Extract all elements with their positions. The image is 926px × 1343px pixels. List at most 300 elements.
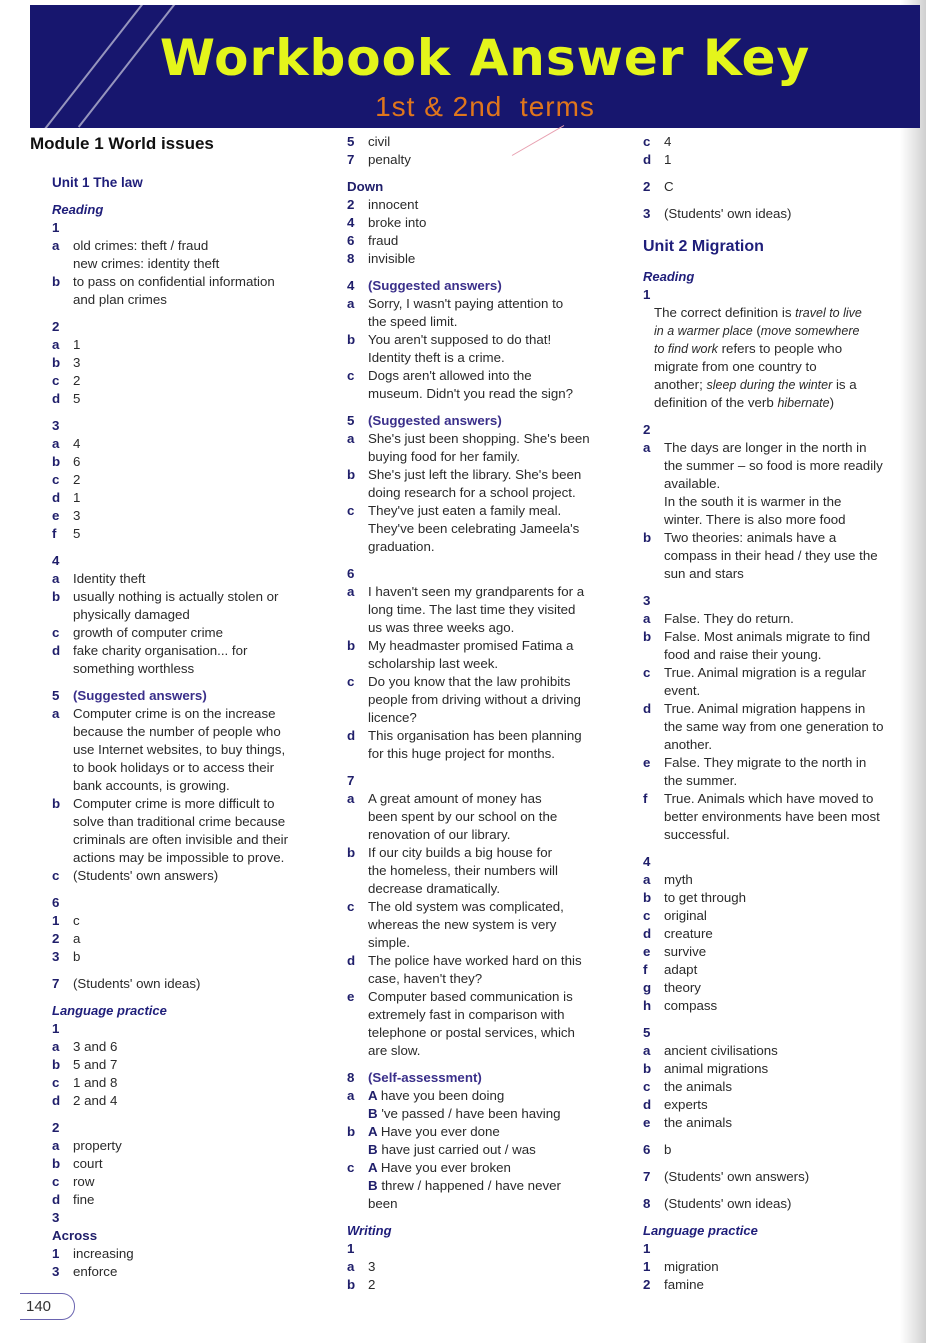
answer-item [347,1042,617,1060]
answer-item [643,808,903,826]
column-right [643,133,903,1303]
answer-text: 1 [73,337,81,352]
answer-text: c [73,913,80,928]
answer-text [368,1124,500,1139]
answer-text: penalty [368,152,411,167]
answer-label: a [643,872,651,887]
answer-text: successful. [664,827,730,842]
answer-text: 5 [73,526,81,541]
exercise-number: 6 [347,566,355,581]
answer-item [52,930,330,948]
answer-label: c [347,368,355,383]
exercise-group [347,277,617,403]
answer-label: c [643,1079,651,1094]
answer-label: d [347,728,356,743]
answer-label: a [347,791,355,806]
answer-item [643,682,903,700]
answer-text: winter. There is also more food [664,512,846,527]
answer-text: They've just eaten a family meal. [368,503,562,518]
answer-item [643,529,903,547]
answer-label: h [643,998,652,1013]
answer-item [52,489,330,507]
answer-text: They've been celebrating Jameela's [368,521,580,536]
answer-item [52,1137,330,1155]
answer-text: Computer crime is more difficult to [73,796,275,811]
exercise-group [643,1168,903,1186]
answer-text: 5 [73,391,81,406]
answer-text: museum. Didn't you read the sign? [368,386,574,401]
answer-item [347,484,617,502]
exercise-group [347,1222,617,1294]
exercise-group [643,133,903,169]
answer-item [643,565,903,583]
text-segment: Have you ever done [380,1124,500,1139]
answer-item [347,970,617,988]
answer-text: survive [664,944,707,959]
answer-text: enforce [73,1264,118,1279]
exercise-group [643,178,903,196]
answer-label: b [347,1124,356,1139]
answer-item [643,961,903,979]
answer-text [368,1142,536,1157]
answer-label: e [643,944,651,959]
answer-label: a [52,1039,60,1054]
answer-text: (Students' own ideas) [664,1196,792,1211]
answer-item [52,912,330,930]
answer-item [347,808,617,826]
answer-label: b [52,274,61,289]
answer-item [52,1056,330,1074]
answer-text: True. Animal migration happens in [664,701,866,716]
answer-item [347,331,617,349]
answer-item [643,925,903,943]
answer-text: 3 [73,355,81,370]
exercise-group [643,853,903,1015]
answer-text: adapt [664,962,698,977]
answer-text: new crimes: identity theft [73,256,220,271]
exercise-group [643,205,903,223]
answer-text: doing research for a school project. [368,485,576,500]
answer-label: c [52,472,60,487]
italic-term: sleep during the winter [706,378,833,392]
answer-item [52,453,330,471]
answer-text: the summer – so food is more readily [664,458,883,473]
answer-item [643,628,903,646]
answer-item [347,196,617,214]
answer-item [347,538,617,556]
answer-item [52,849,330,867]
exercise-number: 7 [347,773,355,788]
header-banner [30,5,920,128]
answer-item [52,336,330,354]
answer-text: False. They migrate to the north in [664,755,867,770]
module-heading: Module 1 World issues [30,134,214,153]
answer-item [347,880,617,898]
answer-item [347,583,617,601]
answer-text: My headmaster promised Fatima a [368,638,574,653]
answer-item [347,385,617,403]
answer-label: e [347,989,355,1004]
answer-item [52,813,330,831]
page-number: 140 [20,1293,75,1320]
answer-text: long time. The last time they visited [368,602,576,617]
answer-text: You aren't supposed to do that! [368,332,552,347]
answer-label: d [347,953,356,968]
answer-text [368,1106,561,1121]
answer-text: simple. [368,935,411,950]
answer-label: 1 [52,913,60,928]
answer-label: b [52,1057,61,1072]
answer-text: physically damaged [73,607,190,622]
answer-text: A great amount of money has [368,791,542,806]
answer-text: 3 [368,1259,376,1274]
answer-item [52,1038,330,1056]
answer-text: the animals [664,1115,732,1130]
answer-item [52,507,330,525]
answer-text: This organisation has been planning [368,728,582,743]
answer-label: c [347,1160,355,1175]
text-segment: Have you ever broken [380,1160,511,1175]
answer-text: 2 [368,1277,376,1292]
answer-label: 7 [52,976,60,991]
exercise-number: 2 [643,422,651,437]
answer-text: 3 and 6 [73,1039,118,1054]
answer-label: d [643,152,652,167]
answer-label: d [643,926,652,941]
answer-item [347,1195,617,1213]
answer-text: the animals [664,1079,732,1094]
answer-label: 1 [643,1259,651,1274]
answer-text: She's just left the library. She's been [368,467,582,482]
answer-text: False. They do return. [664,611,794,626]
answer-item [643,1168,903,1186]
answer-text: 1 and 8 [73,1075,118,1090]
answer-item [643,772,903,790]
answer-item [643,1195,903,1213]
answer-text: the homeless, their numbers will [368,863,558,878]
exercise-number: 1 [52,220,60,235]
exercise-number: Down [347,179,384,194]
answer-text: She's just been shopping. She's been [368,431,590,446]
answer-label: d [52,391,61,406]
text-segment: The correct definition is [654,305,796,320]
answer-item [52,795,330,813]
answer-label: a [52,706,60,721]
answer-text: available. [664,476,721,491]
answer-label: 7 [643,1169,651,1184]
answer-text: usually nothing is actually stolen or [73,589,279,604]
answer-label: a [52,571,60,586]
answer-label: d [52,643,61,658]
answer-text: b [664,1142,672,1157]
answer-item [52,705,330,723]
exercise-number: 3 [643,593,651,608]
exercise-group [30,174,330,192]
answer-text: 5 and 7 [73,1057,118,1072]
answer-text: to get through [664,890,747,905]
answer-item [347,349,617,367]
exercise-number: Across [52,1228,98,1243]
answer-text: increasing [73,1246,134,1261]
answer-label: c [347,899,355,914]
answer-text: migrate from one country to [654,359,817,374]
exercise-note: (Suggested answers) [368,413,502,428]
answer-item [643,790,903,808]
answer-item [643,1042,903,1060]
unit-heading: Unit 2 Migration [643,238,764,255]
answer-item [52,975,330,993]
answer-label: b [52,454,61,469]
answer-item [347,430,617,448]
exercise-number: 1 [643,287,651,302]
answer-item [347,826,617,844]
answer-label: 8 [347,1070,355,1085]
answer-text: fine [73,1192,95,1207]
answer-label: b [643,890,652,905]
answer-text: been spent by our school on the [368,809,558,824]
answer-label: f [643,791,648,806]
answer-text [643,340,903,358]
answer-item [643,1114,903,1132]
answer-text: the summer. [664,773,738,788]
answer-item [347,232,617,250]
answer-label: e [643,1115,651,1130]
answer-text: buying food for her family. [368,449,521,464]
answer-item [643,979,903,997]
answer-item [643,493,903,511]
answer-item [643,178,903,196]
answer-label: a [347,296,355,311]
exercise-group [643,1141,903,1159]
exercise-group [30,417,330,543]
answer-text [643,394,903,412]
answer-text: bank accounts, is growing. [73,778,230,793]
answer-item [347,709,617,727]
answer-label: b [643,1061,652,1076]
answer-label: c [52,373,60,388]
answer-item [52,1074,330,1092]
section-heading: Writing [347,1223,392,1238]
answer-text: decrease dramatically. [368,881,501,896]
answer-label: 2 [347,197,355,212]
answer-text: case, haven't they? [368,971,483,986]
answer-item [347,1141,617,1159]
answer-item [347,862,617,880]
answer-text: (Students' own ideas) [664,206,792,221]
answer-text: 4 [664,134,672,149]
answer-label: d [643,701,652,716]
answer-text: compass [664,998,718,1013]
answer-label: a [347,1259,355,1274]
answer-item [52,642,330,660]
answer-item [643,457,903,475]
answer-text: whereas the new system is very [368,917,557,932]
answer-item [52,606,330,624]
answer-label: 3 [643,206,651,221]
answer-item [52,867,330,885]
answer-label: b [52,796,61,811]
answer-label: 3 [52,1264,60,1279]
answer-item [643,151,903,169]
answer-item [52,291,330,309]
answer-item [643,700,903,718]
answer-text: the same way from one generation to [664,719,884,734]
text-segment: ( [752,323,761,338]
answer-label: e [643,755,651,770]
answer-text: broke into [368,215,427,230]
answer-item [347,1006,617,1024]
exercise-number: 6 [52,895,60,910]
answer-item [347,655,617,673]
answer-item [347,637,617,655]
answer-text [643,322,903,340]
answer-text: compass in their head / they use the [664,548,878,563]
answer-label: 2 [643,1277,651,1292]
answer-label: a [52,238,60,253]
answer-label: a [52,337,60,352]
answer-item [347,952,617,970]
answer-text: something worthless [73,661,195,676]
answer-text: criminals are often invisible and their [73,832,289,847]
exercise-note: (Suggested answers) [368,278,502,293]
answer-item [347,988,617,1006]
answer-label: b [643,530,652,545]
answer-text: ancient civilisations [664,1043,778,1058]
answer-item [643,889,903,907]
answer-text [368,1088,504,1103]
answer-item [52,372,330,390]
answer-item [643,736,903,754]
answer-item [52,660,330,678]
exercise-group [347,1069,617,1213]
answer-text: been [368,1196,398,1211]
answer-text: to pass on confidential information [73,274,275,289]
answer-label: f [52,526,57,541]
exercise-number: 1 [643,1241,651,1256]
answer-item [643,664,903,682]
answer-item [643,1096,903,1114]
answer-text: another. [664,737,713,752]
answer-text: C [664,179,674,194]
exercise-group [643,1024,903,1132]
answer-item [52,255,330,273]
answer-label: b [643,629,652,644]
answer-text: 2 [73,373,81,388]
answer-text: (Students' own answers) [73,868,219,883]
answer-item [52,723,330,741]
answer-item [52,354,330,372]
answer-text: growth of computer crime [73,625,224,640]
answer-label: d [52,1192,61,1207]
exercise-group [30,1119,330,1281]
text-segment: 've passed / have been having [381,1106,561,1121]
answer-text: renovation of our library. [368,827,511,842]
answer-label: 5 [52,688,60,703]
answer-text: (Students' own ideas) [73,976,201,991]
answer-item [347,1069,617,1087]
answer-text: Sorry, I wasn't paying attention to [368,296,564,311]
answer-item [52,831,330,849]
answer-label: b [52,589,61,604]
answer-item [347,250,617,268]
answer-text: 4 [73,436,81,451]
text-segment: is a [832,377,857,392]
answer-text: Computer based communication is [368,989,573,1004]
answer-text: Identity theft [73,571,146,586]
answer-text: True. Animals which have moved to [664,791,874,806]
exercise-number: 4 [52,553,60,568]
speaker-label: B [368,1106,382,1121]
answer-item [347,1105,617,1123]
answer-label: 2 [52,931,60,946]
exercise-group [30,133,330,155]
answer-item [347,466,617,484]
answer-item [347,151,617,169]
answer-text: innocent [368,197,419,212]
answer-item [52,687,330,705]
answer-item [347,790,617,808]
answer-item [643,133,903,151]
answer-label: c [347,674,355,689]
exercise-number: 4 [643,854,651,869]
answer-text: 6 [73,454,81,469]
answer-text: Dogs aren't allowed into the [368,368,532,383]
speaker-label: A [368,1088,381,1103]
answer-item [643,475,903,493]
answer-label: c [643,134,651,149]
answer-item [643,1258,903,1276]
answer-text: I haven't seen my grandparents for a [368,584,585,599]
unit-heading: Unit 1 The law [52,175,143,190]
answer-item [347,916,617,934]
answer-item [347,1159,617,1177]
answer-text: Do you know that the law prohibits [368,674,571,689]
exercise-group [347,565,617,763]
answer-item [643,943,903,961]
answer-text: us was three weeks ago. [368,620,515,635]
speaker-label: B [368,1178,382,1193]
answer-item [52,1173,330,1191]
answer-item [347,277,617,295]
answer-item [347,727,617,745]
answer-label: b [347,467,356,482]
answer-label: a [643,1043,651,1058]
answer-item [52,777,330,795]
exercise-number: 3 [52,418,60,433]
answer-label: e [52,508,60,523]
answer-label: a [347,431,355,446]
page-title: Workbook Answer Key [159,29,811,87]
exercise-group [30,201,330,309]
answer-item [52,273,330,291]
answer-label: d [52,490,61,505]
answer-text: actions may be impossible to prove. [73,850,285,865]
answer-label: 3 [52,949,60,964]
answer-item [52,390,330,408]
answer-label: 4 [347,278,355,293]
answer-text: fraud [368,233,399,248]
answer-item [643,1141,903,1159]
answer-item [347,934,617,952]
exercise-group [30,318,330,408]
italic-term: move somewhere [760,324,860,338]
exercise-note: (Self-assessment) [368,1070,482,1085]
answer-label: 8 [347,251,355,266]
answer-text: The old system was complicated, [368,899,564,914]
answer-text: (Students' own answers) [664,1169,810,1184]
speaker-label: A [368,1160,381,1175]
answer-label: g [643,980,652,995]
